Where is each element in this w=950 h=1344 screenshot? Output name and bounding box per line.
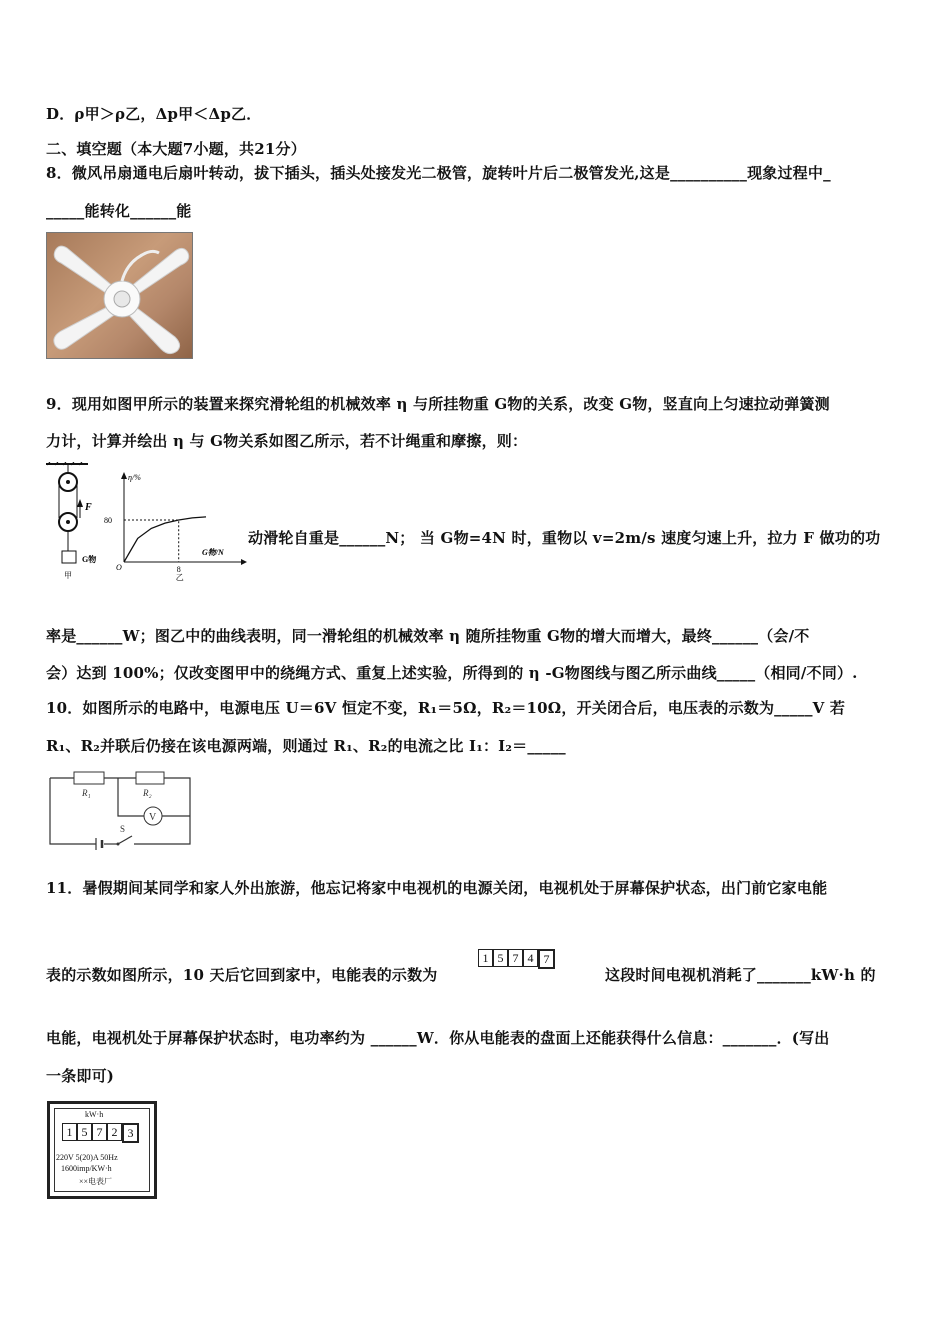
meter-spec-rating: 220V 5(20)A 50Hz — [56, 1153, 118, 1162]
efficiency-curve — [124, 517, 206, 562]
ceiling-fan-image — [47, 233, 192, 358]
wire-top-right — [164, 778, 190, 816]
y-axis-arrow — [121, 472, 127, 479]
meter-digits — [62, 1123, 139, 1143]
q10-line1: 10．如图所示的电路中，电源电压 U＝6V 恒定不变，R₁＝5Ω，R₂＝10Ω，开关闭合后，电压表的示数为_____V 若 — [46, 699, 846, 717]
after-digit: 1 — [478, 949, 493, 967]
q8-line1: 8．微风吊扇通电后扇叶转动，拔下插头，插头处接发光二极管，旋转叶片后二极管发光,这是__________现象过程中_ — [46, 164, 831, 182]
figure-10-circuit — [46, 766, 196, 858]
meter-unit: kW·h — [85, 1110, 104, 1119]
q9-line1: 9．现用如图甲所示的装置来探究滑轮组的机械效率 η 与所挂物重 G物的关系，改变 G物，竖直向上匀速拉动弹簧测 — [46, 395, 830, 413]
force-arrow — [77, 499, 83, 507]
resistor-r2 — [136, 772, 164, 784]
label-g: G物 — [82, 555, 97, 564]
fixed-pulley-axle — [66, 480, 70, 484]
q10-line2: R₁、R₂并联后仍接在该电源两端，则通过 R₁、R₂的电流之比 I₁：I₂＝_____ — [46, 737, 566, 755]
label-f: F — [85, 502, 92, 513]
option-d-label: D． — [46, 105, 75, 123]
after-digit: 7 — [508, 949, 523, 967]
meter-digit: 1 — [62, 1123, 77, 1141]
q11-line4: 一条即可) — [46, 1067, 115, 1085]
option-d-text: ρ甲＞ρ乙，Δp甲＜Δp乙． — [74, 105, 262, 123]
wire-bottom-right — [134, 816, 190, 844]
fan-hub-center — [114, 291, 130, 307]
guide-dashed-lines — [124, 520, 179, 562]
label-r1: R₁ — [82, 788, 91, 798]
switch-lever — [118, 836, 132, 844]
efficiency-chart — [104, 472, 247, 582]
meter-maker: ××电表厂 — [79, 1177, 113, 1186]
q11-line1: 11．暑假期间某同学和家人外出旅游，他忘记将家中电视机的电源关闭，电视机处于屏幕保护状态，出门前它家电能 — [46, 879, 828, 897]
q11-line2b: 这段时间电视机消耗了_______kW·h 的 — [605, 966, 876, 984]
meter-digit: 2 — [107, 1123, 122, 1141]
pulley-and-efficiency-figure — [44, 462, 249, 582]
q11-line2a: 表的示数如图所示，10 天后它回到家中，电能表的示数为 — [46, 966, 438, 984]
after-digit: 5 — [493, 949, 508, 967]
switch-pivot — [117, 843, 120, 846]
after-digit-decimal: 7 — [538, 949, 555, 969]
resistor-r1 — [74, 772, 104, 784]
ceiling-fan-photo — [46, 232, 193, 359]
after-digits — [478, 949, 555, 969]
circuit-diagram — [46, 766, 196, 854]
meter-panel — [54, 1108, 150, 1192]
figure-9 — [44, 462, 249, 586]
meter-digit-decimal: 3 — [122, 1123, 139, 1143]
y-axis-label: η/% — [128, 473, 141, 482]
x-tick-8: 8 — [176, 565, 181, 574]
fan-blade — [129, 248, 189, 296]
movable-pulley-axle — [66, 520, 70, 524]
q9-line3: 动滑轮自重是______N； 当 G物=4N 时，重物以 v=2m/s 速度匀速上升，拉力 F 做功的功 — [248, 529, 881, 547]
fan-blade — [127, 305, 180, 354]
x-axis-label: G物/N — [202, 548, 224, 557]
after-digit: 4 — [523, 949, 538, 967]
y-tick-80: 80 — [104, 516, 112, 525]
label-v: V — [149, 812, 157, 823]
q9-line4: 率是______W；图乙中的曲线表明，同一滑轮组的机械效率 η 随所挂物重 G物的增大而增大，最终______（会/不 — [46, 627, 810, 645]
electric-meter — [47, 1101, 157, 1199]
meter-digit: 5 — [77, 1123, 92, 1141]
x-axis-arrow — [241, 559, 247, 565]
weight-block — [62, 551, 76, 563]
q9-line2: 力计，计算并绘出 η 与 G物关系如图乙所示，若不计绳重和摩擦，则： — [46, 432, 528, 450]
option-d — [46, 103, 261, 124]
meter-digit: 7 — [92, 1123, 107, 1141]
q9-line5: 会）达到 100%；仅改变图甲中的绕绳方式、重复上述实验，所得到的 η -G物图线与图乙所示曲线_____（相同/不同）. — [46, 664, 858, 682]
origin-label: O — [116, 563, 122, 572]
q8-line2: _____能转化______能 — [46, 202, 192, 220]
fan-blade — [54, 246, 115, 295]
section-title: 二、填空题（本大题7小题，共21分） — [46, 140, 306, 158]
meter-spec-imp: 1600imp/KW·h — [61, 1164, 112, 1173]
label-yi: 乙 — [175, 573, 184, 582]
label-s: S — [120, 824, 126, 834]
meter-reading-after — [478, 947, 584, 971]
fan-blade — [54, 305, 117, 349]
label-r2: R₂ — [143, 788, 152, 798]
q11-line3: 电能，电视机处于屏幕保护状态时，电功率约为 ______W．你从电能表的盘面上还能获得什么信息：_______．(写出 — [46, 1029, 830, 1047]
label-jia: 甲 — [64, 571, 72, 580]
